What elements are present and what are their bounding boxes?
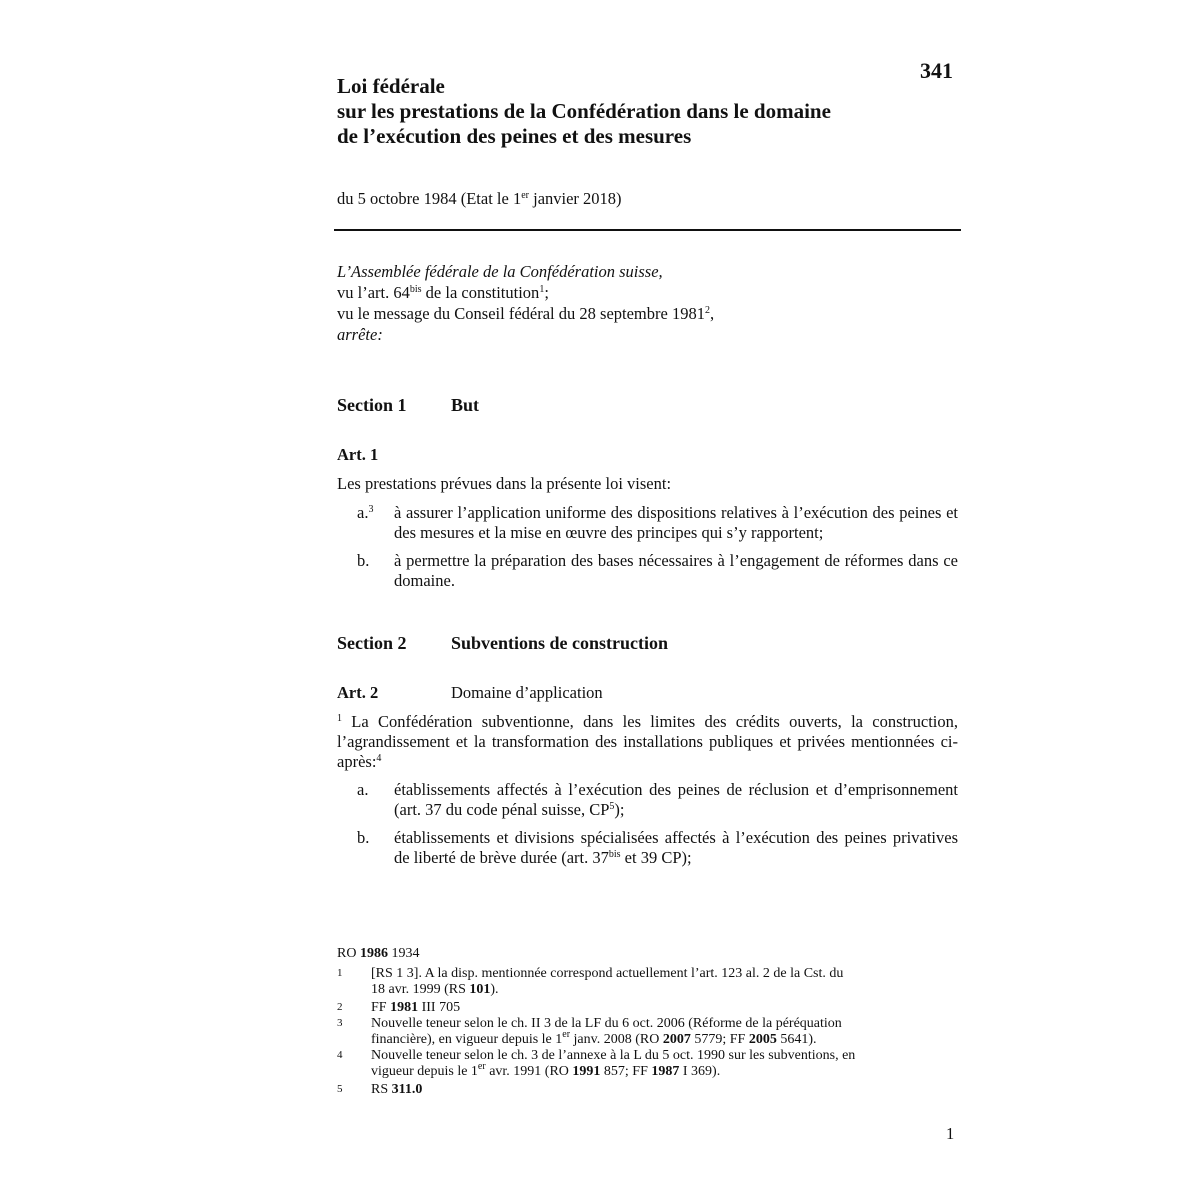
footnote-ref-2[interactable]: 2 (704, 305, 710, 316)
article-2-heading (337, 683, 603, 703)
article-number: Art. 2 (337, 683, 379, 702)
footnote-number: 2 (337, 1001, 343, 1013)
header-divider (334, 229, 961, 231)
article-number: Art. 1 (337, 445, 379, 464)
article-title: Domaine d’application (451, 683, 603, 702)
article-1-intro: Les prestations prévues dans la présente loi visent: (337, 474, 672, 493)
footnote-ref-1[interactable]: 1 (539, 284, 545, 295)
law-date (337, 189, 622, 209)
item-text: à permettre la préparation des bases nécessaires à l’engagement de réformes dans ce domaine. (394, 551, 958, 590)
item-letter: b. (357, 828, 370, 847)
page-number: 1 (946, 1124, 955, 1143)
footnote-text: Nouvelle teneur selon le ch. II 3 de la LF du 6 oct. 2006 (Réforme de la péréquation financière), en vigueur depuis le 1er janv. 2008 (RO 2007 5779; FF 2005 5641). (371, 1016, 842, 1047)
section-2-heading (337, 633, 668, 654)
paragraph-text: La Confédération subventionne, dans les limites des crédits ouverts, la construction, l’agrandissement et la transformation des installations publiques et privées mentionnées ci-après: (337, 712, 958, 771)
article-1-item-b (357, 551, 958, 591)
item-letter: a. (357, 780, 369, 799)
rs-number: 341 (920, 58, 953, 83)
footnote-number: 4 (337, 1049, 343, 1061)
item-letter: b. (357, 551, 370, 570)
section-number: Section 2 (337, 633, 407, 653)
preamble (337, 261, 959, 345)
article-2-item-b (357, 828, 958, 868)
preamble-constitution: vu l’art. $64^{bis}$ de la constitution$^1$; (337, 283, 549, 302)
footnote-number: 1 (337, 967, 343, 979)
article-1-heading (337, 445, 451, 465)
footnote-ref-5[interactable]: 5 (609, 801, 615, 812)
section-title: But (451, 395, 480, 415)
section-1-heading (337, 395, 479, 416)
article-1-item-a (357, 503, 958, 543)
footnote-2 (337, 1000, 937, 1016)
title-line-2: sur les prestations de la Confédération dans le domaine (337, 99, 831, 123)
law-title (337, 74, 957, 149)
footnote-text: FF 1981 III 705 (371, 1000, 461, 1015)
date-superscript: er (521, 190, 529, 201)
item-text: établissements affectés à l’exécution des peines de réclusion et d’emprisonnement (art. 37 du code pénal suisse, $CP^5$); (394, 780, 958, 819)
footnote-text: RS 311.0 (371, 1082, 423, 1097)
article-2-paragraph-1 (337, 712, 958, 772)
section-title: Subventions de construction (451, 633, 669, 653)
footnote-4 (337, 1048, 937, 1080)
title-line-1: Loi fédérale (337, 74, 445, 98)
footnote-ref-3[interactable]: 3 (368, 504, 374, 515)
footnote-5 (337, 1082, 937, 1098)
preamble-decree: arrête: (337, 325, 383, 344)
source-reference: RO 1986 1934 (337, 946, 420, 961)
footnote-text: Nouvelle teneur selon le ch. 3 de l’annexe à la L du 5 oct. 1990 sur les subventions, en vigueur depuis le 1er avr. 1991 (RO 1991 857; FF 1987 I 369). (371, 1048, 856, 1079)
footnote-text: [RS 1 3]. A la disp. mentionnée correspond actuellement l’art. 123 al. 2 de la Cst. du 18 avr. 1999 (RS 101). (371, 966, 844, 997)
footnote-3 (337, 1016, 937, 1048)
article-2-item-a (357, 780, 958, 820)
section-number: Section 1 (337, 395, 407, 415)
paragraph-number: 1 (337, 713, 342, 724)
item-text: établissements et divisions spécialisées affectés à l’exécution des peines privatives de liberté de brève durée (art. $37^{bis}$ et 39 CP); (394, 828, 958, 867)
preamble-assembly: L’Assemblée fédérale de la Confédération suisse, (337, 262, 663, 281)
item-letter: a.$^3$ (357, 503, 374, 522)
preamble-message: vu le message du Conseil fédéral du 28 septembre 1981$^2$, (337, 304, 715, 323)
item-text: à assurer l’application uniforme des dispositions relatives à l’exécution des peines et des mesures et la mise en œuvre des principes qui s’y rapportent; (394, 503, 958, 542)
date-text-end: janvier 2018) (528, 189, 622, 208)
footnote-number: 3 (337, 1017, 343, 1029)
date-text: du 5 octobre 1984 (Etat le 1 (337, 189, 522, 208)
footnote-ref-4[interactable]: 4 (376, 753, 382, 764)
footnote-number: 5 (337, 1083, 343, 1095)
footnote-1 (337, 966, 937, 998)
title-line-3: de l’exécution des peines et des mesures (337, 124, 692, 148)
